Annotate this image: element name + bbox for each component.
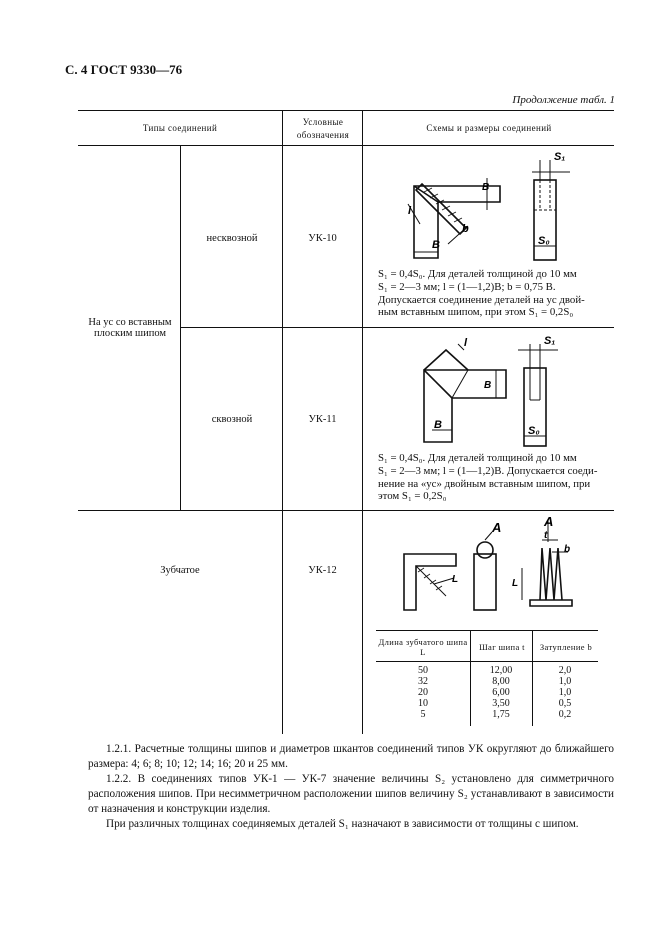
cell-length: 20 (418, 687, 428, 698)
finger-col-length: Длина зубчатого шипа L (378, 637, 468, 657)
frame-outline (404, 554, 459, 610)
note-line: ным вставным шипом, при этом S₁ = 0,2S₀ (378, 306, 574, 319)
cell-pitch: 3,50 (492, 698, 510, 709)
dim-label-b-bottom: B (432, 239, 440, 251)
row-divider-1 (180, 327, 614, 328)
dim-label-l: l (408, 205, 412, 217)
finger-col-pitch: Шаг шипа t (479, 642, 525, 652)
cell-pitch: 12,00 (489, 665, 513, 676)
uk10-note (378, 268, 614, 319)
col-header-schemes: Схемы и размеры соединений (426, 123, 552, 133)
table-continuation-label: Продолжение табл. 1 (512, 94, 615, 106)
cell-blunt: 0,2 (558, 709, 572, 720)
finger-col-blunt: Затупление b (539, 642, 593, 652)
cell-blunt: 1,0 (558, 687, 572, 698)
table-row (376, 698, 598, 709)
cell-blunt: 1,0 (558, 676, 572, 687)
col-divider-types (282, 110, 283, 734)
note-line: S₁ = 0,4S₀. Для деталей толщиной до 10 мм (378, 452, 577, 464)
col-divider-codes (362, 110, 363, 734)
dim-label-l-profile: L (512, 578, 519, 589)
finger-table-top-rule (376, 630, 598, 631)
row-divider-2 (78, 510, 614, 511)
dim-label-s0: S₀ (528, 425, 540, 437)
paragraph-thickness: При различных толщинах соединяемых деталей S₁ назначают в зависимости от толщины с шипом. (106, 818, 579, 830)
type-code: УК-12 (308, 565, 337, 576)
col-header-codes: Условные обозначения (296, 117, 350, 140)
cell-pitch: 6,00 (492, 687, 510, 698)
col-header-types: Типы соединений (142, 123, 218, 133)
uk11-note (378, 452, 614, 503)
table-row (376, 709, 598, 720)
dim-label-l-left: L (452, 574, 459, 585)
paragraph-1-2-1: 1.2.1. Расчетные толщины шипов и диаметров шкантов соединений типов УК округляют до ближайшего размера: 4; 6; 8; 10; 12; 14; 16; 20 и 25 мм. (88, 743, 614, 770)
dim-label-s1: S₁ (544, 335, 556, 347)
type-code: УК-11 (308, 414, 337, 425)
type-code: УК-10 (308, 233, 337, 244)
subtype-label: несквозной (206, 233, 258, 244)
note-line: S₁ = 2—3 мм; l = (1—1,2)B; b = 0,75 B. (378, 280, 556, 293)
dim-label-l: l (464, 337, 468, 349)
frame-outline (424, 370, 506, 442)
cell-blunt: 0,5 (558, 698, 572, 709)
subtype-label: Зубчатое (160, 565, 200, 576)
note-line: Допускается соединение деталей на ус двой- (378, 293, 585, 306)
note-line: S₁ = 0,4S₀. Для деталей толщиной до 10 мм (378, 268, 577, 280)
note-line: S₁ = 2—3 мм; l = (1—1,2)B. Допускается соеди- (378, 464, 598, 477)
paragraph-1-2-2: 1.2.2. В соединениях типов УК-1 — УК-7 значение величины S₂ установлено для симметричного расположения шипов. При несимметричном расположении шипов величину S₂ устанавливают в зависимости от назначения и конструкции изделия. (88, 773, 614, 815)
table-top-rule (78, 110, 614, 111)
dim-label-b-end: B (482, 182, 490, 193)
table-header-rule (78, 145, 614, 146)
dim-label-t: t (544, 530, 548, 541)
dim-label-b-end: B (484, 380, 492, 391)
cell-blunt: 2,0 (558, 665, 572, 676)
finger-table (376, 665, 598, 720)
note-line: нение на «ус» двойным вставным шипом, при (378, 477, 591, 490)
table-row (376, 665, 598, 676)
finger-table-header-rule (376, 661, 598, 662)
cell-pitch: 1,75 (492, 709, 510, 720)
detail-label-a-zoom: A (544, 514, 554, 529)
detail-label-a: A (492, 520, 502, 535)
uk12-diagram (372, 514, 612, 614)
cell-length: 50 (418, 665, 428, 676)
dim-label-b-bottom: B (434, 419, 442, 431)
cell-length: 10 (418, 698, 428, 709)
cell-length: 32 (418, 676, 428, 687)
group-label: На ус со вставным плоским шипом (88, 317, 172, 339)
cell-pitch: 8,00 (492, 676, 510, 687)
dim-label-s0: S₀ (538, 235, 550, 247)
table-row (376, 676, 598, 687)
col-divider-subtype (180, 145, 181, 510)
note-line: этом S₁ = 0,2S₀ (378, 490, 447, 503)
page-header: С. 4 ГОСТ 9330—76 (65, 62, 183, 77)
subtype-label: сквозной (211, 414, 253, 425)
dim-label-b: b (564, 544, 571, 555)
table-row (376, 687, 598, 698)
dim-label-b: b (462, 223, 469, 235)
uk10-diagram (372, 148, 612, 266)
dim-label-s1: S₁ (554, 151, 566, 163)
uk11-diagram (372, 332, 612, 450)
cell-length: 5 (420, 709, 426, 720)
